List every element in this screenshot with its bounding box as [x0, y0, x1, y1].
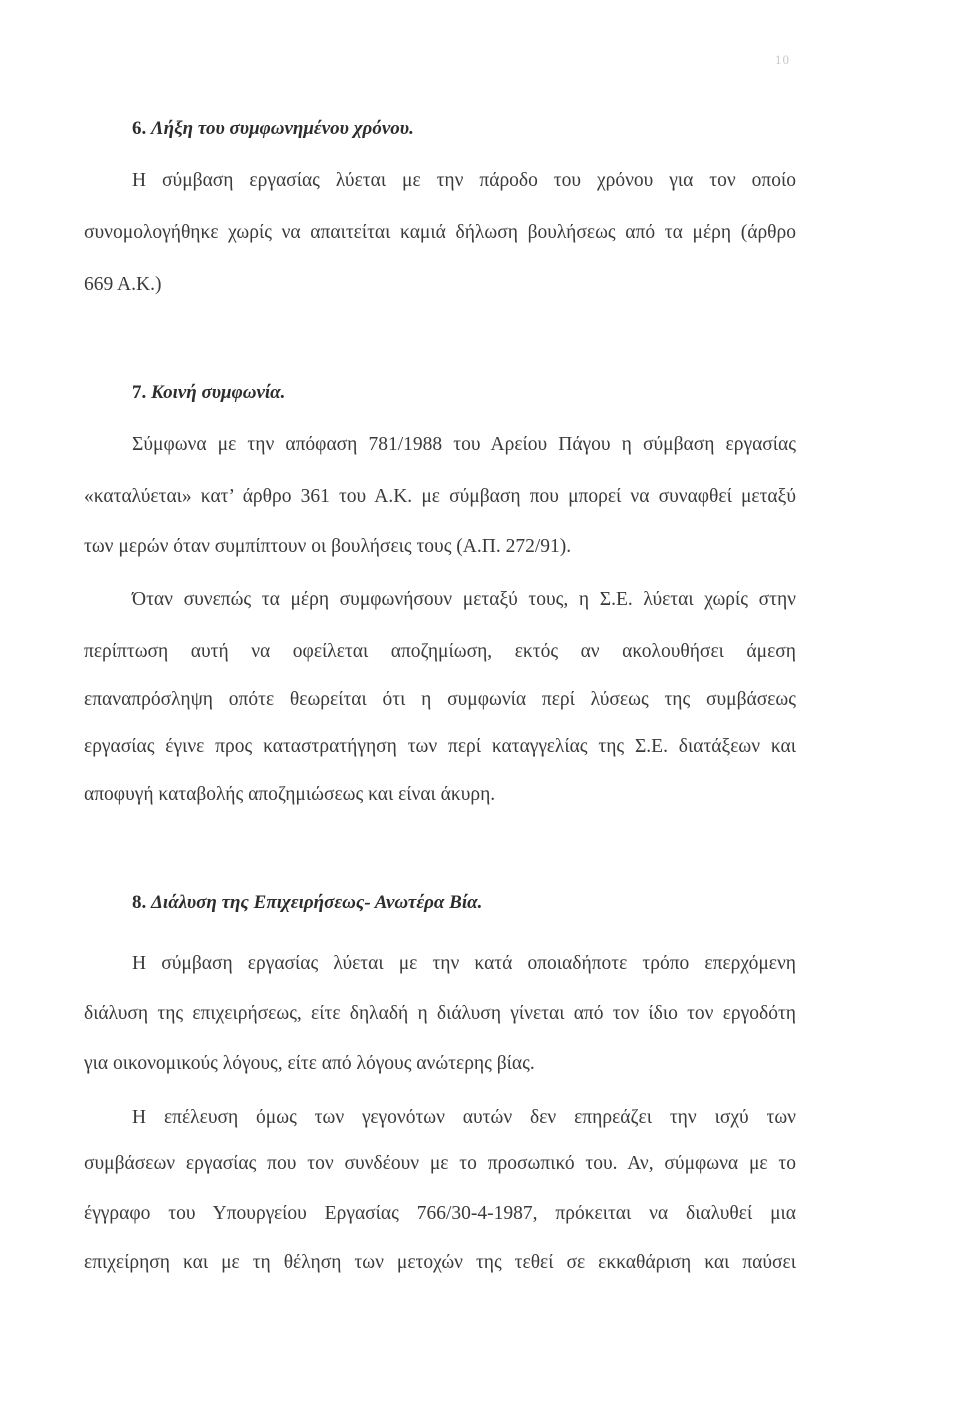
page-number: 10 — [775, 52, 790, 67]
paragraph-line: έγγραφο του Υπουργείου Εργασίας 766/30-4-1987, πρόκειται να διαλυθεί μια — [84, 1203, 796, 1224]
section-heading-6 — [132, 118, 414, 140]
section-number: 8. — [132, 892, 147, 913]
paragraph-line: συνομολογήθηκε χωρίς να απαιτείται καμιά δήλωση βουλήσεως από τα μέρη (άρθρο — [84, 222, 796, 243]
paragraph-line: Όταν συνεπώς τα μέρη συμφωνήσουν μεταξύ τους, η Σ.Ε. λύεται χωρίς στην — [132, 589, 796, 610]
paragraph-line: συμβάσεων εργασίας που τον συνδέουν με το προσωπικό του. Αν, σύμφωνα με το — [84, 1153, 796, 1174]
section-number: 7. — [132, 382, 147, 403]
paragraph-line: αποφυγή καταβολής αποζημιώσεως και είναι άκυρη. — [84, 784, 496, 805]
paragraph-line: «καταλύεται» κατ’ άρθρο 361 του Α.Κ. με σύμβαση που μπορεί να συναφθεί μεταξύ — [84, 486, 796, 507]
paragraph-line: 669 Α.Κ.) — [84, 274, 162, 295]
paragraph-line: επαναπρόσληψη οπότε θεωρείται ότι η συμφωνία περί λύσεως της συμβάσεως — [84, 689, 796, 710]
paragraph-line: Η σύμβαση εργασίας λύεται με την κατά οποιαδήποτε τρόπο επερχόμενη — [132, 953, 796, 974]
section-title: Λήξη του συμφωνημένου χρόνου. — [151, 118, 414, 139]
paragraph-line: Η επέλευση όμως των γεγονότων αυτών δεν επηρεάζει την ισχύ των — [132, 1107, 796, 1128]
paragraph-line: Η σύμβαση εργασίας λύεται με την πάροδο του χρόνου για τον οποίο — [132, 170, 796, 191]
paragraph-line: Σύμφωνα με την απόφαση 781/1988 του Αρείου Πάγου η σύμβαση εργασίας — [132, 434, 796, 455]
paragraph-line: εργασίας έγινε προς καταστρατήγηση των περί καταγγελίας της Σ.Ε. διατάξεων και — [84, 736, 796, 757]
section-heading-8 — [132, 892, 482, 914]
paragraph-line: για οικονομικούς λόγους, είτε από λόγους ανώτερης βίας. — [84, 1053, 535, 1074]
section-title: Διάλυση της Επιχειρήσεως- Ανωτέρα Βία. — [151, 892, 483, 913]
section-title: Κοινή συμφωνία. — [151, 382, 286, 403]
paragraph-line: διάλυση της επιχειρήσεως, είτε δηλαδή η διάλυση γίνεται από τον ίδιο τον εργοδότη — [84, 1003, 796, 1024]
paragraph-line: των μερών όταν συμπίπτουν οι βουλήσεις τους (Α.Π. 272/91). — [84, 536, 572, 557]
paragraph-line: περίπτωση αυτή να οφείλεται αποζημίωση, εκτός αν ακολουθήσει άμεση — [84, 641, 796, 662]
section-heading-7 — [132, 382, 285, 404]
paragraph-line: επιχείρηση και με τη θέληση των μετοχών της τεθεί σε εκκαθάριση και παύσει — [84, 1252, 796, 1273]
section-number: 6. — [132, 118, 147, 139]
